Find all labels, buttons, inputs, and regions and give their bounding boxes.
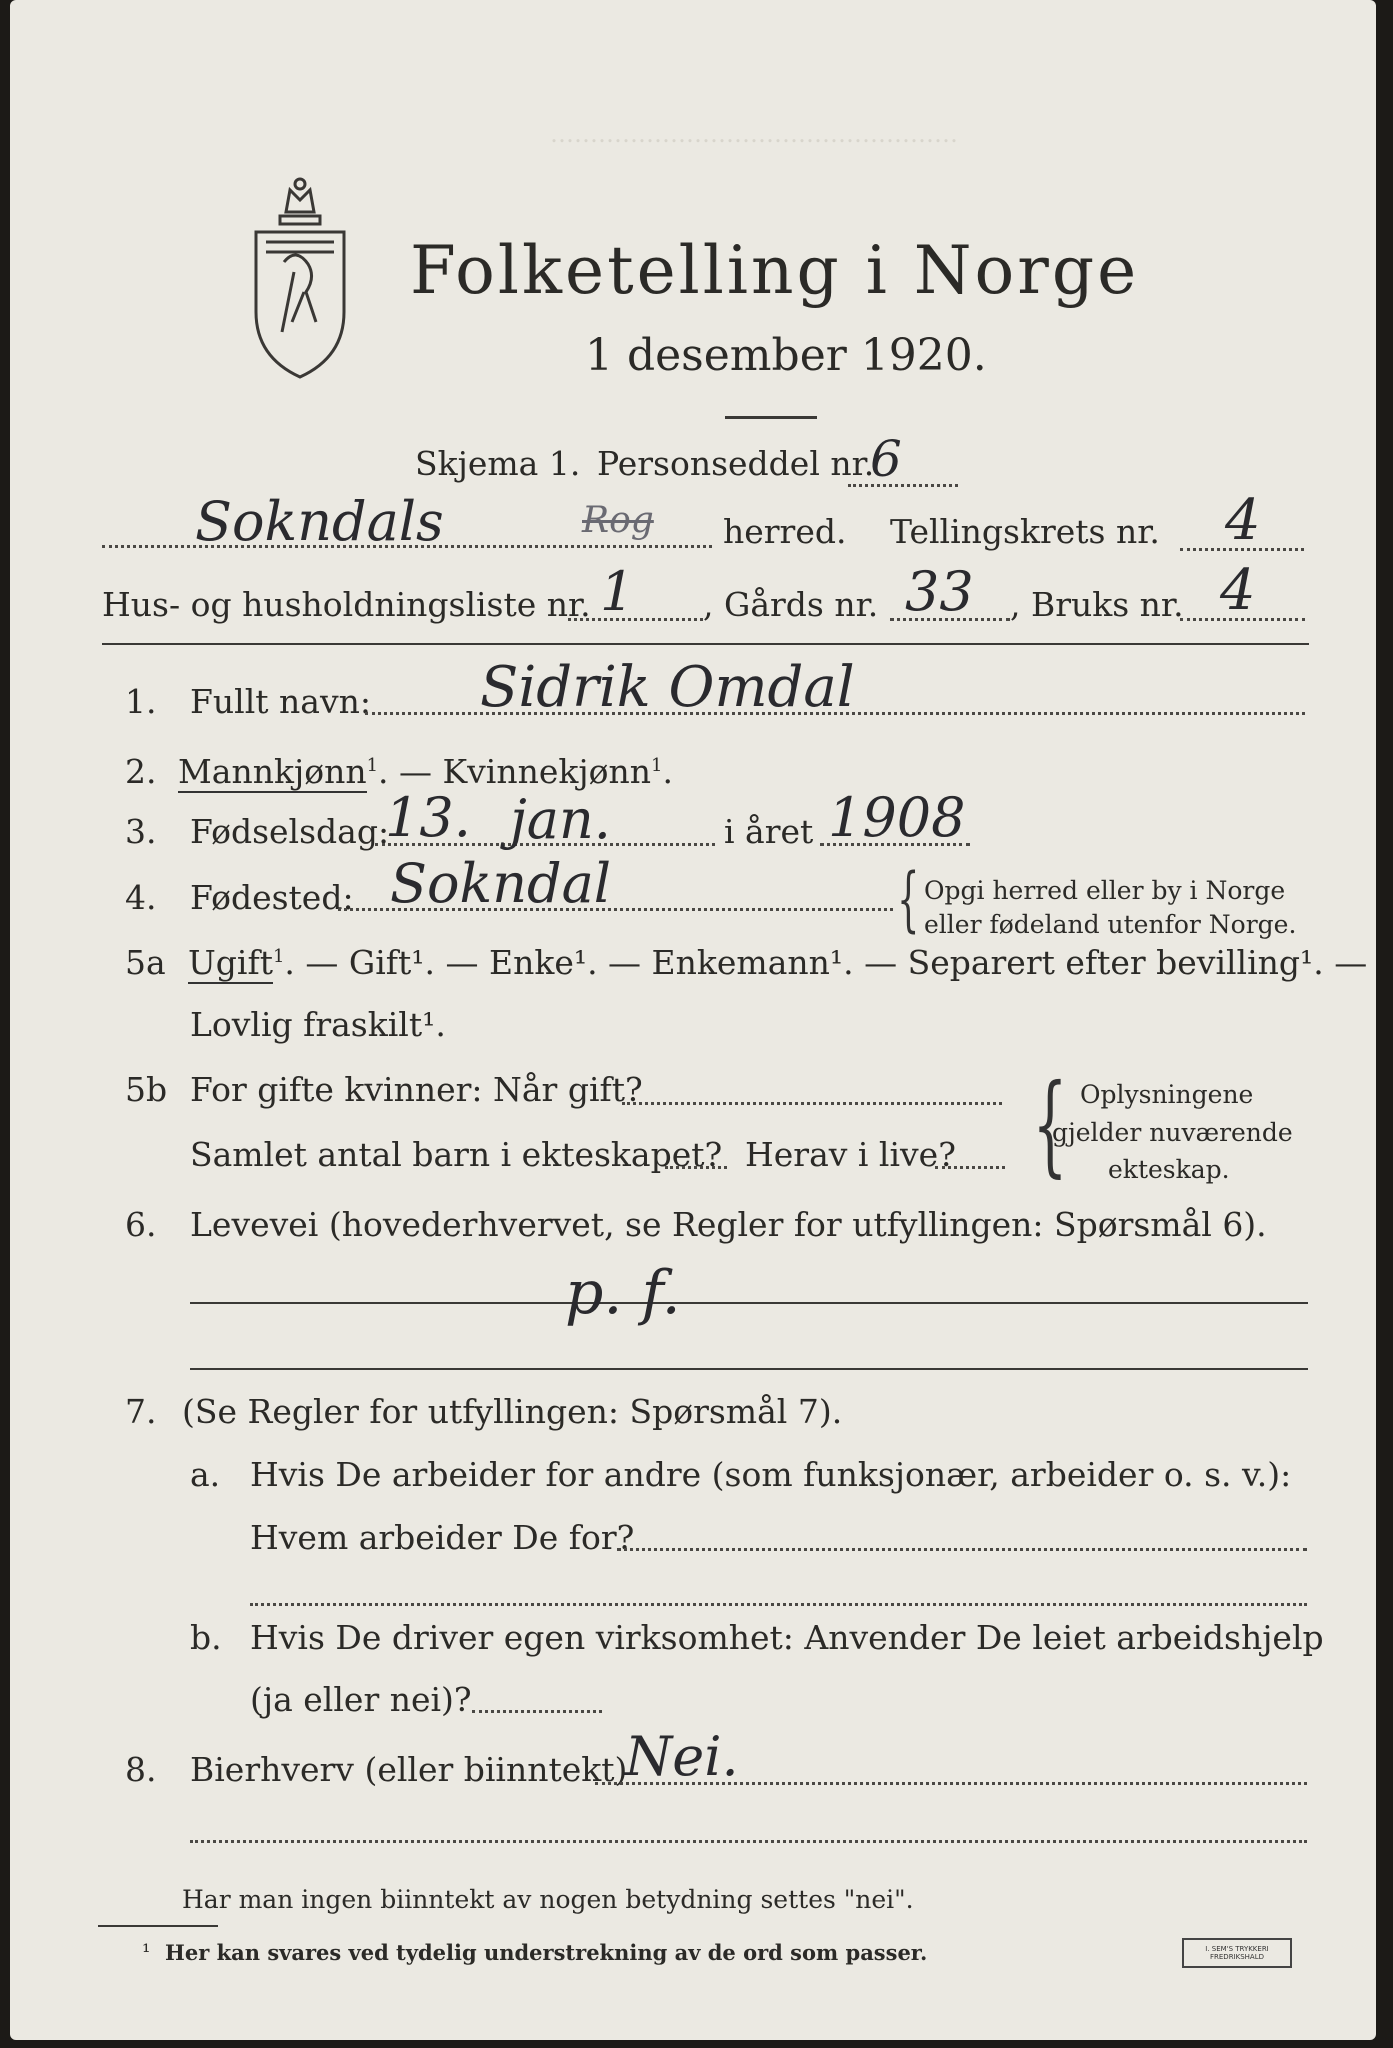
q5b-note-3: ekteskap. [1108, 1155, 1230, 1184]
q6-label: Levevei (hovederhvervet, se Regler for utfyllingen: Spørsmål 6). [190, 1205, 1267, 1244]
birth-month-value: jan. [510, 788, 611, 851]
tellingskrets-label: Tellingskrets nr. [890, 512, 1160, 551]
q5b-label-1: For gifte kvinner: Når gift? [190, 1070, 643, 1109]
form-title: Folketelling i Norge [410, 232, 1140, 309]
employer-field-2[interactable] [250, 1603, 1307, 1606]
herred-value: Sokndals [195, 490, 444, 553]
q7b-letter: b. [190, 1618, 222, 1657]
marital-options[interactable]: . — Gift¹. — Enke¹. — Enkemann¹. — Separert efter bevilling¹. — [284, 943, 1368, 982]
q3-label: Fødselsdag: [190, 812, 390, 851]
q4-label: Fødested: [190, 878, 354, 917]
male-option[interactable]: Mannkjønn [178, 752, 367, 791]
q2-number: 2. [125, 752, 157, 791]
children-alive-field[interactable] [935, 1166, 1005, 1169]
q5b-number: 5b [125, 1070, 168, 1109]
q5a-options: Ugift$^1$. — Gift¹. — Enke¹. — Enkemann¹. — Separert efter bevilling¹. — [188, 943, 1368, 982]
q7a-label-1: Hvis De arbeider for andre (som funksjonær, arbeider o. s. v.): [250, 1455, 1292, 1494]
unmarried-option[interactable]: Ugift [188, 943, 273, 982]
q5b-note-2: gjelder nuværende [1052, 1118, 1293, 1147]
personseddel-label: Personseddel nr. [597, 444, 875, 483]
header-divider [102, 643, 1309, 645]
title-rule [725, 416, 817, 419]
q8-number: 8. [125, 1750, 157, 1789]
full-name-value: Sidrik Omdal [480, 655, 855, 720]
footnote-text: Her kan svares ved tydelig understrekning av de ord som passer. [165, 1940, 928, 1965]
q7b-label-1: Hvis De driver egen virksomhet: Anvender De leiet arbeidshjelp [250, 1618, 1324, 1657]
q7-number: 7. [125, 1392, 157, 1431]
q7a-label-2: Hvem arbeider De for? [250, 1518, 635, 1557]
occupation-line-2[interactable] [190, 1368, 1308, 1370]
q4-note-2: eller fødeland utenfor Norge. [924, 910, 1297, 939]
q6-number: 6. [125, 1205, 157, 1244]
q7-label: (Se Regler for utfyllingen: Spørsmål 7). [182, 1392, 843, 1431]
tellingskrets-value: 4 [1225, 488, 1261, 553]
footnote-mark: ¹ [142, 1940, 151, 1964]
footnote-rule [98, 1925, 218, 1927]
hus-field[interactable] [568, 618, 703, 621]
q5a-line2[interactable]: Lovlig fraskilt¹. [190, 1005, 446, 1044]
q5b-brace: { [1032, 1060, 1068, 1188]
personseddel-value: 6 [870, 430, 902, 488]
footer-note: Har man ingen biinntekt av nogen betydning settes "nei". [182, 1885, 914, 1914]
q1-number: 1. [125, 682, 157, 721]
q7b-label-2: (ja eller nei)? [250, 1680, 472, 1719]
q4-brace: { [897, 858, 920, 940]
q5b-note-1: Oplysningene [1080, 1080, 1254, 1109]
married-when-field[interactable] [622, 1102, 1002, 1105]
census-form [10, 0, 1376, 2040]
q2-gender-options: Mannkjønn$^1$. — Kvinnekjønn$^1$. [178, 752, 673, 791]
children-count-field[interactable] [665, 1166, 727, 1169]
norway-coat-of-arms-icon [246, 172, 354, 382]
female-option[interactable]: . — Kvinnekjønn [378, 752, 651, 791]
bleed-through-text: …………………………………………… [550, 120, 958, 148]
q8-label: Bierhverv (eller biinntekt) [190, 1750, 628, 1789]
hus-value: 1 [600, 560, 635, 623]
q5b-label-2: Samlet antal barn i ekteskapet? [190, 1135, 723, 1174]
personseddel-field[interactable] [848, 484, 958, 487]
q5a-number: 5a [125, 943, 166, 982]
side-income-field-2[interactable] [190, 1840, 1307, 1843]
employer-field[interactable] [617, 1548, 1307, 1551]
gards-label: , Gårds nr. [703, 585, 879, 624]
hus-label: Hus- og husholdningsliste nr. [102, 585, 591, 624]
birth-year-value: 1908 [828, 786, 966, 849]
q5b-label-3: Herav i live? [745, 1135, 956, 1174]
side-income-value: Nei. [625, 1725, 739, 1788]
occupation-value: p. f. [565, 1258, 681, 1328]
q1-label: Fullt navn: [190, 682, 371, 721]
q7a-letter: a. [190, 1455, 221, 1494]
q4-number: 4. [125, 878, 157, 917]
bruks-value: 4 [1220, 558, 1256, 623]
schema-label: Skjema 1. [415, 444, 581, 483]
census-date: 1 desember 1920. [585, 330, 987, 381]
year-label: i året [724, 812, 814, 851]
herred-value-struck: Rog [582, 500, 654, 541]
occupation-line-1[interactable] [190, 1302, 1308, 1304]
gards-value: 33 [905, 560, 974, 623]
q3-number: 3. [125, 812, 157, 851]
birth-day-value: 13. [385, 786, 471, 849]
q4-note-1: Opgi herred eller by i Norge [924, 876, 1286, 905]
hired-help-field[interactable] [472, 1710, 602, 1713]
herred-label: herred. [723, 512, 847, 551]
birthplace-value: Sokndal [390, 852, 612, 915]
bruks-label: , Bruks nr. [1010, 585, 1184, 624]
printer-mark: I. SEM'S TRYKKERI FREDRIKSHALD [1182, 1938, 1292, 1968]
